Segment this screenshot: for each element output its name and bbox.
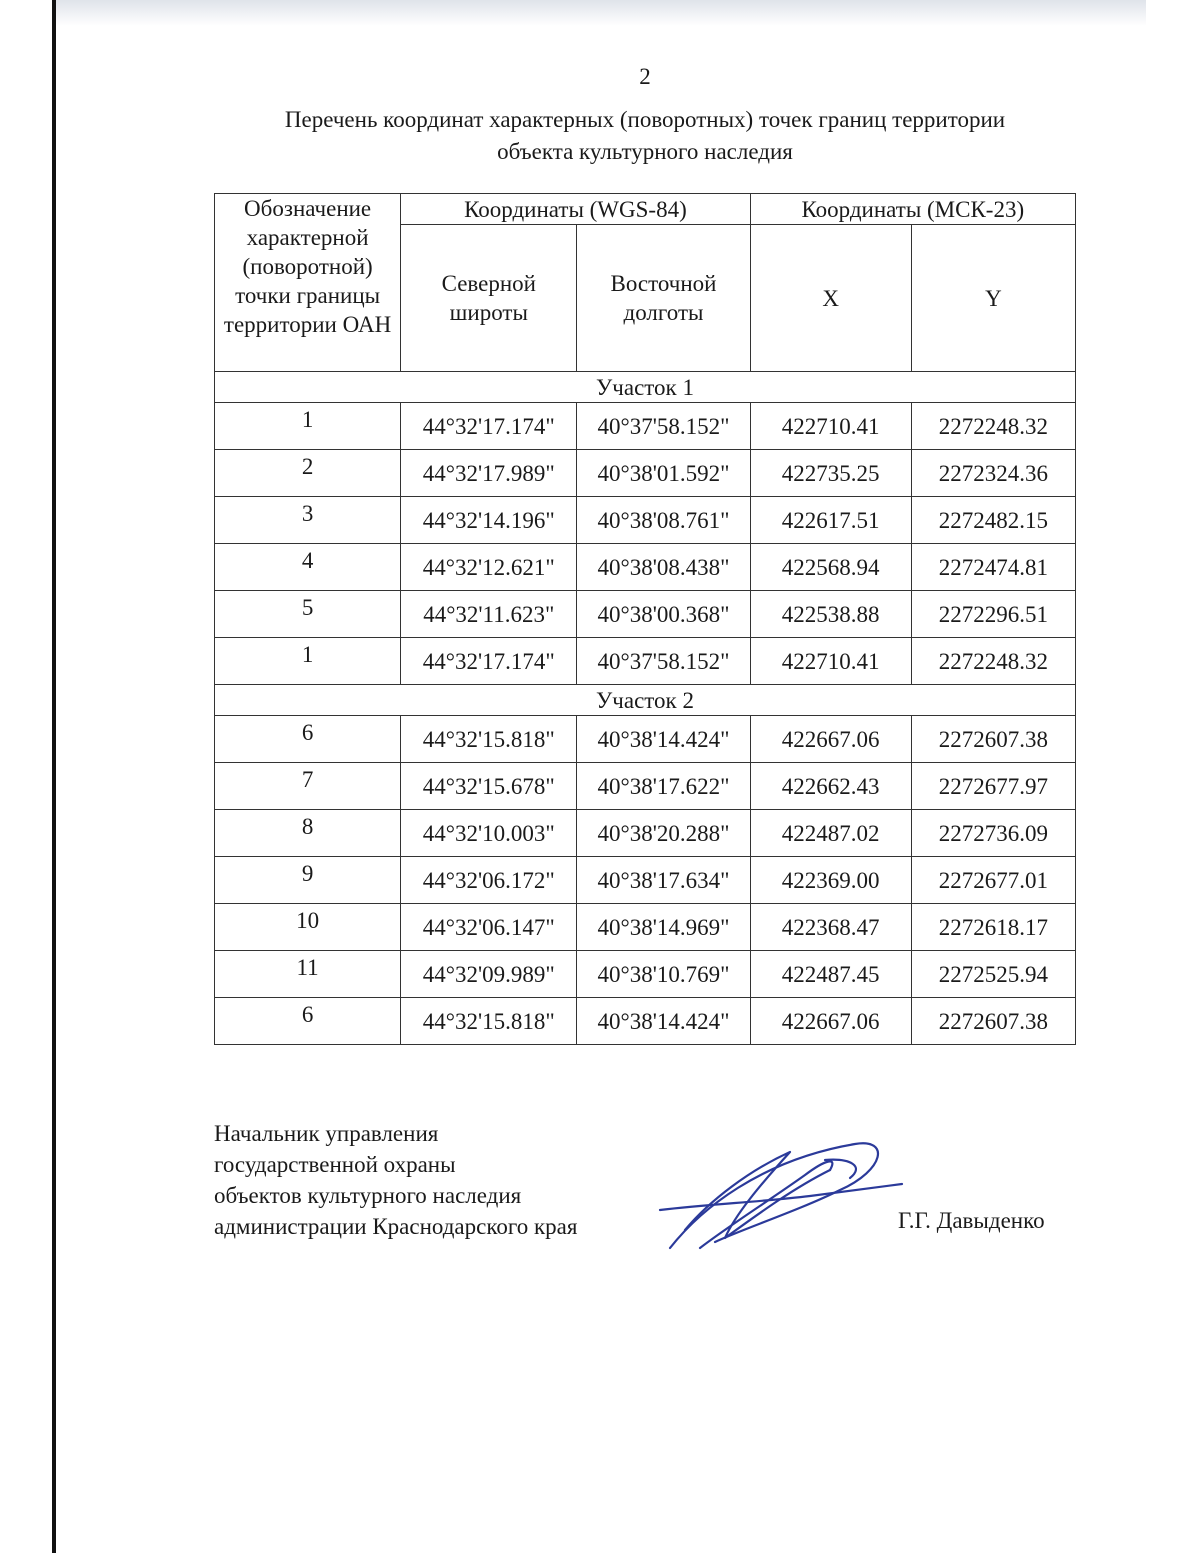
cell-y: 2272248.32 (911, 638, 1075, 685)
section-row (215, 372, 1076, 403)
page-number: 2 (639, 64, 651, 89)
cell-y: 2272525.94 (911, 951, 1075, 998)
cell-lon: 40°38'20.288" (577, 810, 750, 857)
table-row (215, 544, 1076, 591)
document-title-line-1: Перечень координат характерных (поворотных) точек границ территории (284, 107, 1006, 132)
cell-lat: 44°32'17.174" (401, 403, 577, 450)
cell-point: 3 (215, 497, 401, 544)
cell-point: 10 (215, 904, 401, 951)
header-point-designation: Обозначение характерной (поворотной) точки границы территории ОАН (215, 194, 401, 372)
cell-lat: 44°32'17.174" (401, 638, 577, 685)
cell-x: 422667.06 (750, 998, 911, 1045)
coordinates-table (214, 193, 1076, 1045)
table-row (215, 951, 1076, 998)
cell-y: 2272482.15 (911, 497, 1075, 544)
cell-y: 2272607.38 (911, 716, 1075, 763)
cell-y: 2272677.97 (911, 763, 1075, 810)
cell-lon: 40°38'08.438" (577, 544, 750, 591)
cell-x: 422667.06 (750, 716, 911, 763)
cell-point: 2 (215, 450, 401, 497)
cell-lon: 40°38'17.634" (577, 857, 750, 904)
cell-point: 9 (215, 857, 401, 904)
table-row (215, 904, 1076, 951)
position-line: объектов культурного наследия (214, 1183, 522, 1208)
table-row (215, 716, 1076, 763)
position-line: государственной охраны (214, 1152, 456, 1177)
cell-y: 2272474.81 (911, 544, 1075, 591)
cell-lat: 44°32'14.196" (401, 497, 577, 544)
table-row (215, 403, 1076, 450)
header-east-longitude: Восточной долготы (577, 225, 750, 372)
document-title (230, 104, 1060, 168)
document-title-line-2: объекта культурного наследия (497, 139, 793, 164)
table-row (215, 591, 1076, 638)
cell-y: 2272324.36 (911, 450, 1075, 497)
cell-lat: 44°32'10.003" (401, 810, 577, 857)
cell-lon: 40°38'14.424" (577, 998, 750, 1045)
page-left-edge (52, 0, 56, 1553)
cell-x: 422710.41 (750, 638, 911, 685)
section-row (215, 685, 1076, 716)
cell-point: 5 (215, 591, 401, 638)
cell-lon: 40°37'58.152" (577, 638, 750, 685)
cell-y: 2272248.32 (911, 403, 1075, 450)
cell-x: 422369.00 (750, 857, 911, 904)
cell-x: 422662.43 (750, 763, 911, 810)
header-y: Y (911, 225, 1075, 372)
table-row (215, 450, 1076, 497)
cell-point: 7 (215, 763, 401, 810)
cell-y: 2272296.51 (911, 591, 1075, 638)
cell-lat: 44°32'15.818" (401, 716, 577, 763)
table-row (215, 810, 1076, 857)
cell-x: 422538.88 (750, 591, 911, 638)
cell-point: 8 (215, 810, 401, 857)
cell-point: 4 (215, 544, 401, 591)
cell-x: 422617.51 (750, 497, 911, 544)
cell-y: 2272607.38 (911, 998, 1075, 1045)
cell-y: 2272736.09 (911, 810, 1075, 857)
header-msk23-group: Координаты (МСК-23) (750, 194, 1075, 225)
cell-x: 422710.41 (750, 403, 911, 450)
cell-point: 6 (215, 998, 401, 1045)
table-row (215, 763, 1076, 810)
section-label: Участок 1 (215, 372, 1076, 403)
cell-point: 6 (215, 716, 401, 763)
cell-lat: 44°32'11.623" (401, 591, 577, 638)
header-wgs84-group: Координаты (WGS-84) (401, 194, 750, 225)
section-label: Участок 2 (215, 685, 1076, 716)
cell-lon: 40°38'14.424" (577, 716, 750, 763)
cell-point: 11 (215, 951, 401, 998)
cell-lat: 44°32'06.147" (401, 904, 577, 951)
cell-x: 422368.47 (750, 904, 911, 951)
cell-lon: 40°37'58.152" (577, 403, 750, 450)
header-north-latitude: Северной широты (401, 225, 577, 372)
cell-lat: 44°32'06.172" (401, 857, 577, 904)
cell-lat: 44°32'15.818" (401, 998, 577, 1045)
cell-lon: 40°38'00.368" (577, 591, 750, 638)
cell-lat: 44°32'09.989" (401, 951, 577, 998)
cell-lon: 40°38'14.969" (577, 904, 750, 951)
cell-x: 422487.45 (750, 951, 911, 998)
handwritten-signature (640, 1130, 940, 1260)
cell-lon: 40°38'01.592" (577, 450, 750, 497)
cell-x: 422487.02 (750, 810, 911, 857)
cell-lat: 44°32'17.989" (401, 450, 577, 497)
signatory-position (214, 1118, 577, 1242)
position-line: администрации Краснодарского края (214, 1214, 578, 1239)
position-line: Начальник управления (214, 1121, 439, 1146)
signature-strokes (660, 1143, 902, 1248)
cell-x: 422568.94 (750, 544, 911, 591)
table-row (215, 638, 1076, 685)
header-x: X (750, 225, 911, 372)
signer-name: Г.Г. Давыденко (898, 1208, 1045, 1233)
cell-x: 422735.25 (750, 450, 911, 497)
cell-lon: 40°38'10.769" (577, 951, 750, 998)
cell-point: 1 (215, 638, 401, 685)
cell-lat: 44°32'12.621" (401, 544, 577, 591)
cell-lat: 44°32'15.678" (401, 763, 577, 810)
cell-y: 2272618.17 (911, 904, 1075, 951)
cell-lon: 40°38'17.622" (577, 763, 750, 810)
cell-point: 1 (215, 403, 401, 450)
scan-top-shadow (56, 0, 1146, 26)
cell-lon: 40°38'08.761" (577, 497, 750, 544)
table-row (215, 857, 1076, 904)
coordinates-table-body (215, 372, 1076, 1045)
table-row (215, 998, 1076, 1045)
cell-y: 2272677.01 (911, 857, 1075, 904)
table-row (215, 497, 1076, 544)
